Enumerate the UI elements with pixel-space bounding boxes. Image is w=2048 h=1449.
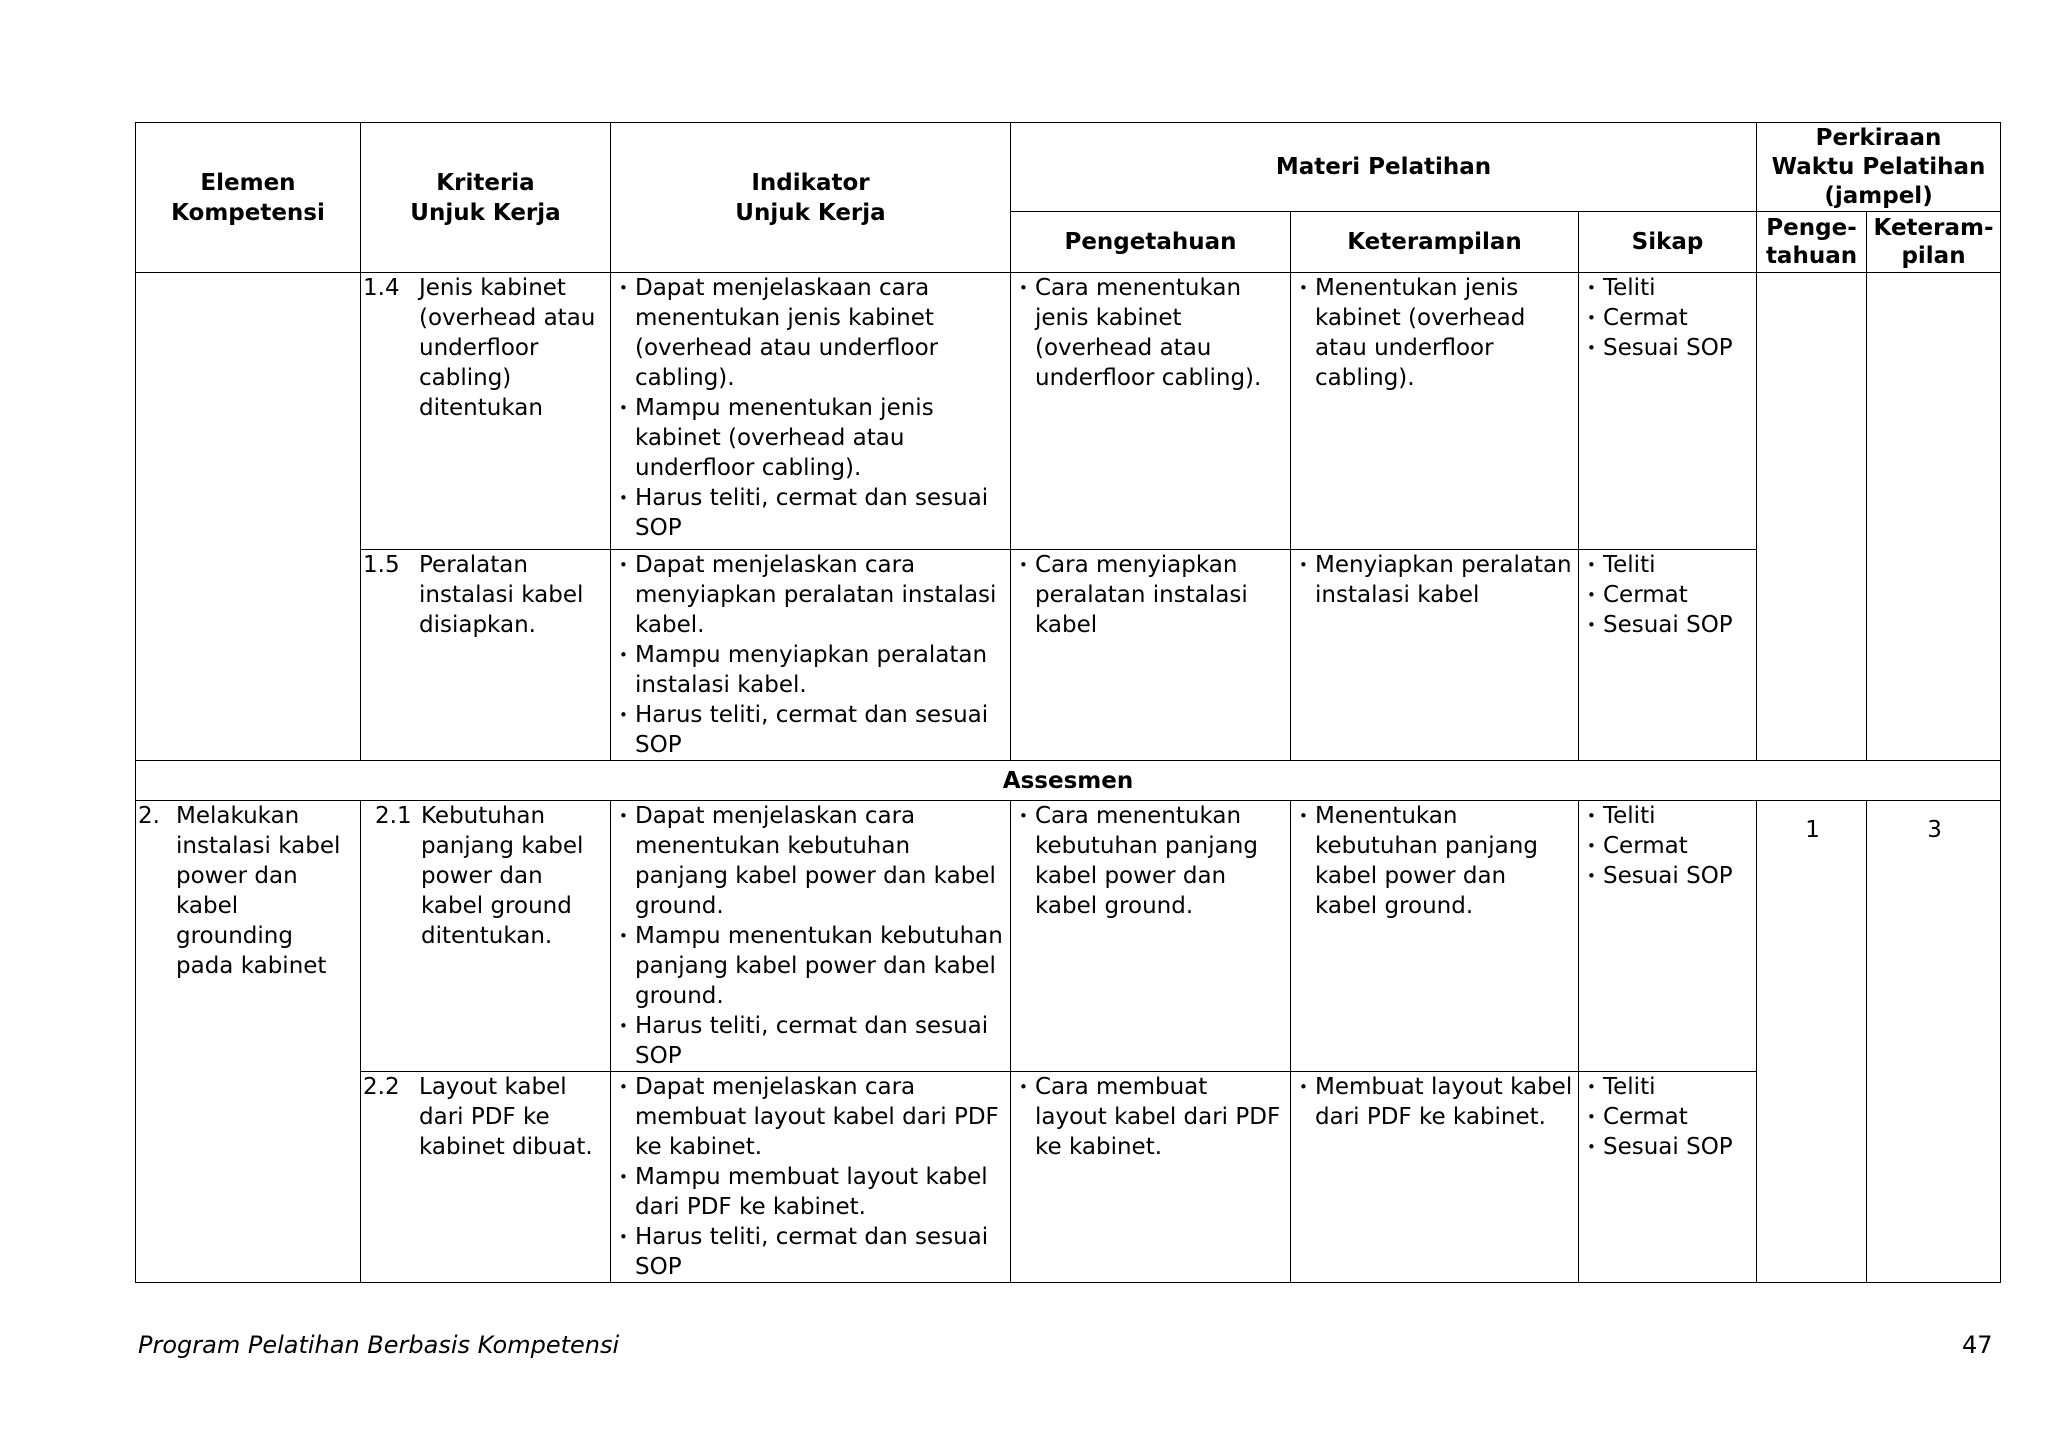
list-item: • Menentukan jenis kabinet (overhead atau underfloor cabling).: [1297, 273, 1574, 393]
pengetahuan-cell: [1011, 273, 1291, 550]
keterampilan-cell: [1291, 801, 1579, 1072]
list-item: • Teliti: [1585, 550, 1752, 580]
header-kriteria-unjuk-kerja: Kriteria Unjuk Kerja: [361, 123, 611, 273]
indikator-cell: [611, 801, 1011, 1072]
list-item: • Mampu menentukan jenis kabinet (overhead atau underfloor cabling).: [617, 393, 1006, 483]
kuk-cell: 2.1 Kebutuhan panjang kabel power dan kabel ground ditentukan.: [361, 801, 611, 1072]
elemen-cell: 2. Melakukan instalasi kabel power dan kabel grounding pada kabinet: [136, 801, 361, 1283]
list-item: • Sesuai SOP: [1585, 861, 1752, 891]
pengetahuan-cell: [1011, 801, 1291, 1072]
list-item: • Teliti: [1585, 801, 1752, 831]
competency-table: [135, 122, 2001, 1283]
sikap-cell: [1579, 1072, 1757, 1283]
list-item: • Teliti: [1585, 273, 1752, 303]
list-item: • Harus teliti, cermat dan sesuai SOP: [617, 1011, 1006, 1071]
list-item: • Sesuai SOP: [1585, 333, 1752, 363]
list-item: • Cara membuat layout kabel dari PDF ke kabinet.: [1017, 1072, 1286, 1162]
list-item: • Harus teliti, cermat dan sesuai SOP: [617, 483, 1006, 543]
pengetahuan-cell: [1011, 550, 1291, 761]
list-item: • Membuat layout kabel dari PDF ke kabinet.: [1297, 1072, 1574, 1132]
list-item: • Dapat menjelaskaan cara menentukan jenis kabinet (overhead atau underfloor cabling).: [617, 273, 1006, 393]
sikap-cell: [1579, 273, 1757, 550]
table-row: [136, 273, 2001, 550]
list-item: • Dapat menjelaskan cara menyiapkan peralatan instalasi kabel.: [617, 550, 1006, 640]
kuk-cell: 1.5 Peralatan instalasi kabel disiapkan.: [361, 550, 611, 761]
assesmen-row: [136, 761, 2001, 801]
list-item: • Menyiapkan peralatan instalasi kabel: [1297, 550, 1574, 610]
list-item: • Sesuai SOP: [1585, 610, 1752, 640]
keterampilan-cell: [1291, 1072, 1579, 1283]
list-item: • Dapat menjelaskan cara membuat layout kabel dari PDF ke kabinet.: [617, 1072, 1006, 1162]
kuk-cell: 2.2 Layout kabel dari PDF ke kabinet dibuat.: [361, 1072, 611, 1283]
list-item: • Cermat: [1585, 580, 1752, 610]
list-item: • Teliti: [1585, 1072, 1752, 1102]
list-item: • Dapat menjelaskan cara menentukan kebutuhan panjang kabel power dan kabel ground.: [617, 801, 1006, 921]
list-item: • Mampu membuat layout kabel dari PDF ke kabinet.: [617, 1162, 1006, 1222]
header-indikator-unjuk-kerja: Indikator Unjuk Kerja: [611, 123, 1011, 273]
sikap-cell: [1579, 801, 1757, 1072]
list-item: • Sesuai SOP: [1585, 1132, 1752, 1162]
header-materi-pelatihan: Materi Pelatihan: [1011, 123, 1757, 212]
list-item: • Cermat: [1585, 831, 1752, 861]
list-item: • Menentukan kebutuhan panjang kabel power dan kabel ground.: [1297, 801, 1574, 921]
keterampilan-cell: [1291, 550, 1579, 761]
kuk-cell: 1.4 Jenis kabinet (overhead atau underfloor cabling) ditentukan: [361, 273, 611, 550]
keteram-value: 3: [1867, 801, 2001, 1283]
list-item: • Cara menentukan jenis kabinet (overhead atau underfloor cabling).: [1017, 273, 1286, 393]
list-item: • Mampu menyiapkan peralatan instalasi kabel.: [617, 640, 1006, 700]
list-item: • Cara menyiapkan peralatan instalasi kabel: [1017, 550, 1286, 640]
pengetahuan-cell: [1011, 1072, 1291, 1283]
table-row: [136, 550, 2001, 761]
keteram-cell-empty: [1867, 273, 2001, 761]
table-row: [136, 1072, 2001, 1283]
header-pengetahuan: Pengetahuan: [1011, 212, 1291, 273]
sikap-cell: [1579, 550, 1757, 761]
list-item: • Cermat: [1585, 303, 1752, 333]
header-keterampilan: Keterampilan: [1291, 212, 1579, 273]
penge-value: 1: [1757, 801, 1867, 1283]
list-item: • Mampu menentukan kebutuhan panjang kabel power dan kabel ground.: [617, 921, 1006, 1011]
list-item: • Cara menentukan kebutuhan panjang kabel power dan kabel ground.: [1017, 801, 1286, 921]
header-elemen-kompetensi: Elemen Kompetensi: [136, 123, 361, 273]
header-perkiraan-waktu: Perkiraan Waktu Pelatihan (jampel): [1757, 123, 2001, 212]
header-penge-tahuan: Penge- tahuan: [1757, 212, 1867, 273]
page-number: 47: [1962, 1331, 1993, 1359]
elemen-cell-empty: [136, 273, 361, 761]
header-sikap: Sikap: [1579, 212, 1757, 273]
penge-cell-empty: [1757, 273, 1867, 761]
list-item: • Harus teliti, cermat dan sesuai SOP: [617, 700, 1006, 760]
indikator-cell: [611, 550, 1011, 761]
indikator-cell: [611, 273, 1011, 550]
header-keteram-pilan: Keteram- pilan: [1867, 212, 2001, 273]
table-row: [136, 801, 2001, 1072]
list-item: • Cermat: [1585, 1102, 1752, 1132]
list-item: • Harus teliti, cermat dan sesuai SOP: [617, 1222, 1006, 1282]
assesmen-label: Assesmen: [136, 761, 2001, 801]
indikator-cell: [611, 1072, 1011, 1283]
keterampilan-cell: [1291, 273, 1579, 550]
footer-program-title: Program Pelatihan Berbasis Kompetensi: [138, 1331, 620, 1359]
